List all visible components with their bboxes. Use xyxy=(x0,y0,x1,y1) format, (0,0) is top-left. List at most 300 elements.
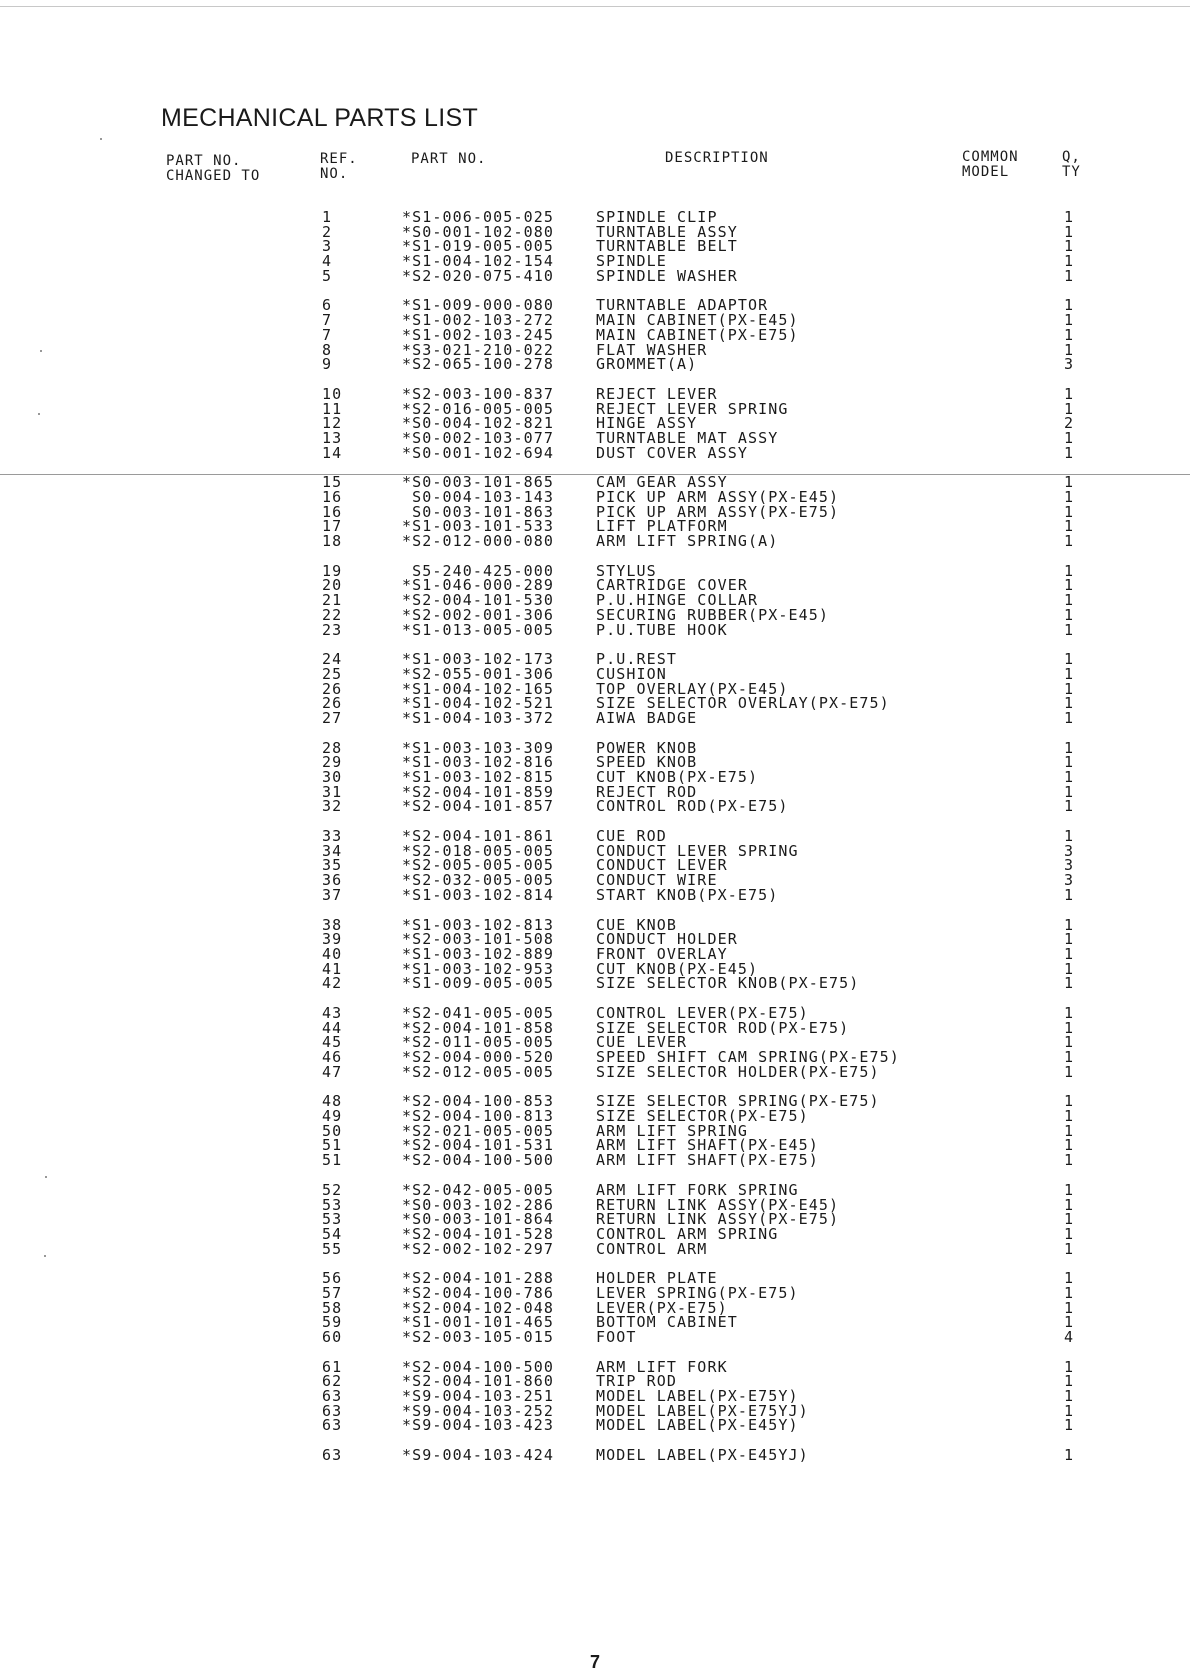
table-row xyxy=(0,679,1190,698)
description-cell: HOLDER PLATE xyxy=(596,1269,718,1288)
table-row xyxy=(0,1315,1190,1330)
page-title: MECHANICAL PARTS LIST xyxy=(161,104,479,132)
table-row xyxy=(0,885,1190,904)
description-cell: LEVER(PX-E75) xyxy=(596,1298,728,1317)
ref-no-cell: 42 xyxy=(322,974,343,993)
ref-no-cell: 16 xyxy=(322,488,343,506)
description-cell: SPINDLE CLIP xyxy=(596,208,718,226)
table-row xyxy=(0,1195,1190,1214)
qty-cell: 1 xyxy=(1064,532,1075,551)
table-row xyxy=(0,664,1190,683)
qty-cell: 1 xyxy=(1064,620,1075,639)
ref-no-cell: 51 xyxy=(322,1151,343,1170)
part-no-cell: *S2-002-102-297 xyxy=(402,1239,554,1258)
part-no-cell: *S2-004-101-530 xyxy=(402,591,554,610)
part-no-cell: *S2-012-005-005 xyxy=(402,1062,554,1081)
description-cell: SIZE SELECTOR ROD(PX-E75) xyxy=(596,1018,850,1037)
table-row xyxy=(0,1239,1190,1258)
table-row xyxy=(0,738,1190,757)
parts-group xyxy=(0,1357,1190,1435)
parts-group xyxy=(0,1448,1190,1463)
parts-group xyxy=(0,1092,1190,1170)
description-cell: RETURN LINK ASSY(PX-E45) xyxy=(596,1195,840,1214)
parts-group xyxy=(0,210,1190,283)
qty-cell: 1 xyxy=(1064,1180,1075,1199)
description-cell: CUE ROD xyxy=(596,827,667,846)
table-row xyxy=(0,1180,1190,1199)
qty-cell: 2 xyxy=(1064,414,1075,433)
part-no-cell: *S2-004-101-528 xyxy=(402,1224,554,1243)
qty-cell: 1 xyxy=(1064,827,1075,846)
ref-no-cell: 52 xyxy=(322,1180,343,1199)
table-row xyxy=(0,652,1190,667)
scan-speck xyxy=(40,350,42,352)
qty-cell: 1 xyxy=(1064,605,1075,624)
table-row xyxy=(0,1283,1190,1302)
table-row xyxy=(0,605,1190,624)
table-row xyxy=(0,1094,1190,1109)
description-cell: MODEL LABEL(PX-E75Y) xyxy=(596,1387,799,1406)
ref-no-cell: 23 xyxy=(322,620,343,639)
ref-no-cell: 46 xyxy=(322,1048,343,1066)
part-no-cell: *S2-016-005-005 xyxy=(402,399,554,418)
qty-cell: 1 xyxy=(1064,1003,1075,1022)
ref-no-cell: 55 xyxy=(322,1239,343,1258)
top-edge-rule xyxy=(0,6,1190,7)
description-cell: AIWA BADGE xyxy=(596,708,698,727)
description-cell: STYLUS xyxy=(596,561,657,580)
qty-cell: 1 xyxy=(1064,1121,1075,1140)
part-no-cell: *S3-021-210-022 xyxy=(402,340,554,359)
scan-speck xyxy=(45,1176,47,1178)
description-cell: MODEL LABEL(PX-E45Y) xyxy=(596,1416,799,1435)
part-no-cell: *S2-004-100-813 xyxy=(402,1107,554,1126)
description-cell: CONTROL ROD(PX-E75) xyxy=(596,797,789,816)
ref-no-cell: 6 xyxy=(322,296,333,315)
ref-no-cell: 49 xyxy=(322,1107,343,1126)
ref-no-cell: 8 xyxy=(322,340,333,359)
ref-no-cell: 12 xyxy=(322,414,343,433)
description-cell: CUSHION xyxy=(596,664,667,683)
description-cell: ARM LIFT SPRING(A) xyxy=(596,532,779,551)
header-changed-to: PART NO. CHANGED TO xyxy=(166,153,261,184)
ref-no-cell: 31 xyxy=(322,782,343,801)
ref-no-cell: 28 xyxy=(322,738,343,757)
ref-no-cell: 17 xyxy=(322,517,343,536)
description-cell: SIZE SELECTOR OVERLAY(PX-E75) xyxy=(596,694,890,713)
qty-cell: 1 xyxy=(1064,1298,1075,1317)
table-row xyxy=(0,561,1190,580)
table-row xyxy=(0,1035,1190,1050)
ref-no-cell: 54 xyxy=(322,1224,343,1243)
table-row xyxy=(0,1357,1190,1376)
description-cell: LIFT PLATFORM xyxy=(596,517,728,536)
qty-cell: 1 xyxy=(1064,1033,1075,1052)
parts-group xyxy=(0,1003,1190,1081)
ref-no-cell: 50 xyxy=(322,1121,343,1140)
part-no-cell: *S0-001-102-080 xyxy=(402,222,554,241)
qty-cell: 1 xyxy=(1064,1018,1075,1037)
ref-no-cell: 47 xyxy=(322,1062,343,1081)
ref-no-cell: 44 xyxy=(322,1018,343,1037)
description-cell: SPEED KNOB xyxy=(596,753,698,772)
ref-no-cell: 10 xyxy=(322,384,343,403)
ref-no-cell: 53 xyxy=(322,1195,343,1214)
ref-no-cell: 16 xyxy=(322,502,343,521)
qty-cell: 1 xyxy=(1064,340,1075,359)
part-no-cell: *S2-004-100-786 xyxy=(402,1283,554,1302)
table-row xyxy=(0,1418,1190,1433)
part-no-cell: *S1-001-101-465 xyxy=(402,1313,554,1332)
description-cell: CUT KNOB(PX-E45) xyxy=(596,959,759,978)
qty-cell: 1 xyxy=(1064,502,1075,521)
part-no-cell: *S2-005-005-005 xyxy=(402,856,554,875)
table-row xyxy=(0,298,1190,313)
ref-no-cell: 38 xyxy=(322,915,343,934)
qty-cell: 1 xyxy=(1064,797,1075,816)
qty-cell: 3 xyxy=(1064,871,1075,890)
table-row xyxy=(0,222,1190,241)
ref-no-cell: 4 xyxy=(322,252,333,271)
table-row xyxy=(0,490,1190,505)
part-no-cell: *S2-042-005-005 xyxy=(402,1180,554,1199)
description-cell: FOOT xyxy=(596,1328,637,1346)
parts-group xyxy=(0,473,1190,551)
part-no-cell: *S2-041-005-005 xyxy=(402,1003,554,1022)
description-cell: POWER KNOB xyxy=(596,738,698,757)
qty-cell: 1 xyxy=(1064,1269,1075,1288)
part-no-cell: *S2-004-101-531 xyxy=(402,1136,554,1155)
description-cell: TRIP ROD xyxy=(596,1372,678,1391)
part-no-cell: *S2-055-001-306 xyxy=(402,664,554,683)
description-cell: CUE LEVER xyxy=(596,1033,688,1052)
qty-cell: 1 xyxy=(1064,1062,1075,1081)
part-no-cell: *S2-002-001-306 xyxy=(402,605,554,624)
table-row xyxy=(0,475,1190,490)
part-no-cell: *S2-012-000-080 xyxy=(402,532,554,551)
description-cell: TURNTABLE BELT xyxy=(596,237,738,256)
part-no-cell: S0-003-101-863 xyxy=(402,502,554,521)
ref-no-cell: 7 xyxy=(322,311,333,330)
qty-cell: 1 xyxy=(1064,1387,1075,1406)
part-no-cell: *S1-003-102-813 xyxy=(402,915,554,934)
header-part-no: PART NO. xyxy=(411,151,487,167)
qty-cell: 1 xyxy=(1064,885,1075,904)
description-cell: MAIN CABINET(PX-E75) xyxy=(596,325,799,344)
table-row xyxy=(0,708,1190,727)
table-row xyxy=(0,399,1190,418)
part-no-cell: *S2-032-005-005 xyxy=(402,871,554,890)
part-no-cell: *S2-003-105-015 xyxy=(402,1328,554,1346)
table-row xyxy=(0,620,1190,639)
qty-cell: 1 xyxy=(1064,959,1075,978)
qty-cell: 1 xyxy=(1064,325,1075,344)
table-row xyxy=(0,770,1190,785)
table-row xyxy=(0,1138,1190,1153)
part-no-cell: *S1-003-102-814 xyxy=(402,885,554,904)
qty-cell: 1 xyxy=(1064,1151,1075,1170)
part-no-cell: *S0-004-102-821 xyxy=(402,414,554,433)
description-cell: P.U.REST xyxy=(596,650,678,669)
ref-no-cell: 5 xyxy=(322,266,333,285)
ref-no-cell: 35 xyxy=(322,856,343,875)
table-row xyxy=(0,1003,1190,1022)
table-row xyxy=(0,593,1190,608)
part-no-cell: *S2-065-100-278 xyxy=(402,355,554,374)
ref-no-cell: 62 xyxy=(322,1372,343,1391)
ref-no-cell: 36 xyxy=(322,871,343,890)
part-no-cell: *S2-004-101-861 xyxy=(402,827,554,846)
ref-no-cell: 40 xyxy=(322,944,343,963)
parts-group xyxy=(0,738,1190,816)
description-cell: REJECT LEVER xyxy=(596,384,718,403)
qty-cell: 1 xyxy=(1064,1136,1075,1155)
part-no-cell: *S0-003-101-865 xyxy=(402,473,554,492)
table-row xyxy=(0,210,1190,225)
table-row xyxy=(0,1330,1190,1345)
table-row xyxy=(0,1271,1190,1286)
qty-cell: 3 xyxy=(1064,841,1075,860)
description-cell: CONDUCT LEVER SPRING xyxy=(596,841,799,860)
part-no-cell: *S1-004-102-521 xyxy=(402,694,554,713)
part-no-cell: *S1-004-103-372 xyxy=(402,708,554,727)
part-no-cell: *S1-002-103-272 xyxy=(402,311,554,330)
description-cell: GROMMET(A) xyxy=(596,355,698,374)
table-row xyxy=(0,1121,1190,1140)
qty-cell: 1 xyxy=(1064,237,1075,256)
table-row xyxy=(0,829,1190,844)
part-no-cell: *S2-011-005-005 xyxy=(402,1033,554,1052)
qty-cell: 1 xyxy=(1064,591,1075,610)
table-row xyxy=(0,755,1190,770)
description-cell: RETURN LINK ASSY(PX-E75) xyxy=(596,1210,840,1229)
table-row xyxy=(0,357,1190,372)
qty-cell: 1 xyxy=(1064,1048,1075,1066)
part-no-cell: *S9-004-103-423 xyxy=(402,1416,554,1435)
ref-no-cell: 51 xyxy=(322,1136,343,1155)
part-no-cell: *S1-004-102-154 xyxy=(402,252,554,271)
description-cell: CAM GEAR ASSY xyxy=(596,473,728,492)
ref-no-cell: 25 xyxy=(322,664,343,683)
description-cell: SIZE SELECTOR SPRING(PX-E75) xyxy=(596,1092,880,1111)
ref-no-cell: 7 xyxy=(322,325,333,344)
qty-cell: 1 xyxy=(1064,384,1075,403)
ref-no-cell: 63 xyxy=(322,1401,343,1420)
qty-cell: 1 xyxy=(1064,1372,1075,1391)
part-no-cell: *S9-004-103-252 xyxy=(402,1401,554,1420)
qty-cell: 1 xyxy=(1064,930,1075,949)
table-row xyxy=(0,502,1190,521)
ref-no-cell: 48 xyxy=(322,1092,343,1111)
part-no-cell: *S2-004-101-859 xyxy=(402,782,554,801)
description-cell: REJECT LEVER SPRING xyxy=(596,399,789,418)
table-row xyxy=(0,976,1190,991)
ref-no-cell: 53 xyxy=(322,1210,343,1229)
table-row xyxy=(0,959,1190,978)
description-cell: PICK UP ARM ASSY(PX-E45) xyxy=(596,488,840,506)
parts-group xyxy=(0,384,1190,462)
ref-no-cell: 41 xyxy=(322,959,343,978)
scan-speck xyxy=(100,138,102,140)
part-no-cell: *S1-006-005-025 xyxy=(402,208,554,226)
ref-no-cell: 43 xyxy=(322,1003,343,1022)
table-row xyxy=(0,841,1190,860)
table-row xyxy=(0,873,1190,888)
ref-no-cell: 24 xyxy=(322,650,343,669)
description-cell: ARM LIFT FORK xyxy=(596,1357,728,1376)
qty-cell: 1 xyxy=(1064,1224,1075,1243)
parts-group xyxy=(0,296,1190,374)
part-no-cell: *S2-020-075-410 xyxy=(402,266,554,285)
ref-no-cell: 63 xyxy=(322,1387,343,1406)
part-no-cell: *S9-004-103-251 xyxy=(402,1387,554,1406)
ref-no-cell: 14 xyxy=(322,443,343,462)
table-row xyxy=(0,944,1190,963)
ref-no-cell: 21 xyxy=(322,591,343,610)
ref-no-cell: 2 xyxy=(322,222,333,241)
ref-no-cell: 32 xyxy=(322,797,343,816)
description-cell: CONDUCT WIRE xyxy=(596,871,718,890)
table-row xyxy=(0,858,1190,873)
description-cell: HINGE ASSY xyxy=(596,414,698,433)
part-no-cell: S5-240-425-000 xyxy=(402,561,554,580)
ref-no-cell: 63 xyxy=(322,1416,343,1435)
description-cell: CONTROL ARM xyxy=(596,1239,708,1258)
part-no-cell: *S2-004-101-857 xyxy=(402,797,554,816)
description-cell: SPINDLE WASHER xyxy=(596,266,738,285)
part-no-cell: *S2-004-101-288 xyxy=(402,1269,554,1288)
qty-cell: 1 xyxy=(1064,1092,1075,1111)
qty-cell: 1 xyxy=(1064,1195,1075,1214)
qty-cell: 1 xyxy=(1064,1446,1075,1465)
qty-cell: 1 xyxy=(1064,650,1075,669)
part-no-cell: *S0-003-102-286 xyxy=(402,1195,554,1214)
part-no-cell: *S1-003-102-173 xyxy=(402,650,554,669)
qty-cell: 3 xyxy=(1064,355,1075,374)
description-cell: LEVER SPRING(PX-E75) xyxy=(596,1283,799,1302)
part-no-cell: *S1-003-102-815 xyxy=(402,768,554,786)
part-no-cell: *S2-004-000-520 xyxy=(402,1048,554,1066)
ref-no-cell: 61 xyxy=(322,1357,343,1376)
description-cell: ARM LIFT FORK SPRING xyxy=(596,1180,799,1199)
table-row xyxy=(0,578,1190,593)
ref-no-cell: 29 xyxy=(322,753,343,772)
header-description: DESCRIPTION xyxy=(665,150,769,166)
ref-no-cell: 58 xyxy=(322,1298,343,1317)
part-no-cell: *S1-003-102-889 xyxy=(402,944,554,963)
description-cell: TURNTABLE ASSY xyxy=(596,222,738,241)
ref-no-cell: 26 xyxy=(322,679,343,698)
header-ref-no: REF. NO. xyxy=(320,151,358,182)
description-cell: DUST COVER ASSY xyxy=(596,443,748,462)
table-row xyxy=(0,1389,1190,1404)
ref-no-cell: 11 xyxy=(322,399,343,418)
part-no-cell: *S2-004-100-500 xyxy=(402,1357,554,1376)
qty-cell: 1 xyxy=(1064,782,1075,801)
parts-table xyxy=(0,210,1190,1478)
ref-no-cell: 39 xyxy=(322,930,343,949)
description-cell: REJECT ROD xyxy=(596,782,698,801)
qty-cell: 1 xyxy=(1064,473,1075,492)
part-no-cell: *S1-002-103-245 xyxy=(402,325,554,344)
qty-cell: 1 xyxy=(1064,1313,1075,1332)
ref-no-cell: 60 xyxy=(322,1328,343,1346)
description-cell: SPEED SHIFT CAM SPRING(PX-E75) xyxy=(596,1048,900,1066)
qty-cell: 1 xyxy=(1064,222,1075,241)
qty-cell: 1 xyxy=(1064,1401,1075,1420)
qty-cell: 1 xyxy=(1064,266,1075,285)
table-row xyxy=(0,932,1190,947)
qty-cell: 1 xyxy=(1064,296,1075,315)
table-row xyxy=(0,1212,1190,1227)
description-cell: SPINDLE xyxy=(596,252,667,271)
description-cell: BOTTOM CABINET xyxy=(596,1313,738,1332)
table-row xyxy=(0,915,1190,934)
qty-cell: 1 xyxy=(1064,1210,1075,1229)
description-cell: MODEL LABEL(PX-E75YJ) xyxy=(596,1401,809,1420)
description-cell: ARM LIFT SPRING xyxy=(596,1121,748,1140)
part-no-cell: *S2-021-005-005 xyxy=(402,1121,554,1140)
qty-cell: 1 xyxy=(1064,428,1075,447)
ref-no-cell: 57 xyxy=(322,1283,343,1302)
part-no-cell: *S1-046-000-289 xyxy=(402,576,554,595)
part-no-cell: *S1-019-005-005 xyxy=(402,237,554,256)
description-cell: MAIN CABINET(PX-E45) xyxy=(596,311,799,330)
table-row xyxy=(0,325,1190,344)
parts-group xyxy=(0,915,1190,993)
description-cell: CONDUCT HOLDER xyxy=(596,930,738,949)
table-row xyxy=(0,1374,1190,1389)
ref-no-cell: 33 xyxy=(322,827,343,846)
description-cell: SIZE SELECTOR(PX-E75) xyxy=(596,1107,809,1126)
parts-group xyxy=(0,652,1190,725)
table-row xyxy=(0,1109,1190,1124)
table-row xyxy=(0,239,1190,254)
description-cell: MODEL LABEL(PX-E45YJ) xyxy=(596,1446,809,1465)
qty-cell: 1 xyxy=(1064,488,1075,506)
qty-cell: 1 xyxy=(1064,311,1075,330)
qty-cell: 1 xyxy=(1064,679,1075,698)
qty-cell: 1 xyxy=(1064,561,1075,580)
part-no-cell: *S2-018-005-005 xyxy=(402,841,554,860)
parts-group xyxy=(0,561,1190,639)
qty-cell: 1 xyxy=(1064,1239,1075,1258)
description-cell: P.U.TUBE HOOK xyxy=(596,620,728,639)
qty-cell: 1 xyxy=(1064,1283,1075,1302)
header-qty: Q, TY xyxy=(1062,149,1081,180)
table-row xyxy=(0,416,1190,431)
part-no-cell: S0-004-103-143 xyxy=(402,488,554,506)
part-no-cell: *S0-002-103-077 xyxy=(402,428,554,447)
qty-cell: 1 xyxy=(1064,664,1075,683)
table-row xyxy=(0,1448,1190,1463)
qty-cell: 1 xyxy=(1064,1107,1075,1126)
part-no-cell: *S1-009-000-080 xyxy=(402,296,554,315)
description-cell: CARTRIDGE COVER xyxy=(596,576,748,595)
description-cell: CUT KNOB(PX-E75) xyxy=(596,768,759,786)
table-row xyxy=(0,1062,1190,1081)
part-no-cell: *S0-001-102-694 xyxy=(402,443,554,462)
ref-no-cell: 19 xyxy=(322,561,343,580)
qty-cell: 1 xyxy=(1064,443,1075,462)
ref-no-cell: 15 xyxy=(322,473,343,492)
ref-no-cell: 9 xyxy=(322,355,333,374)
qty-cell: 1 xyxy=(1064,1416,1075,1435)
table-row xyxy=(0,1224,1190,1243)
qty-cell: 1 xyxy=(1064,694,1075,713)
part-no-cell: *S1-013-005-005 xyxy=(402,620,554,639)
ref-no-cell: 22 xyxy=(322,605,343,624)
